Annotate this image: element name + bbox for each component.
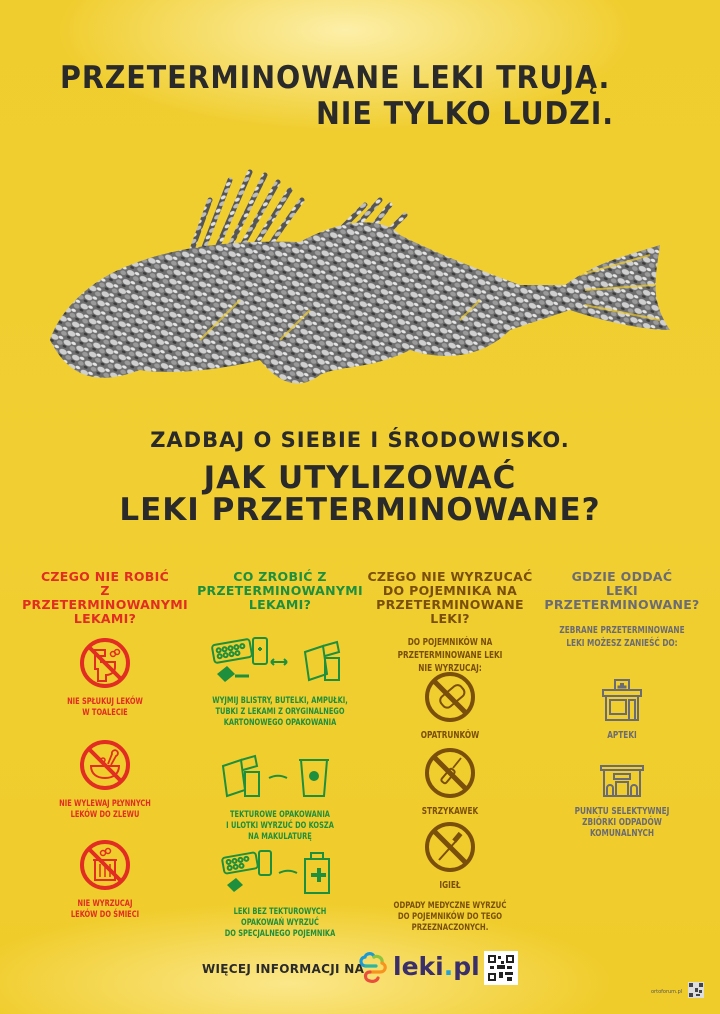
no-bandage-icon — [423, 670, 477, 724]
caption-line: ZBIÓRKI ODPADÓW — [582, 817, 662, 828]
column-not-in-container — [365, 570, 535, 950]
caption-line: NA MAKULATURĘ — [248, 832, 312, 842]
waste-collection-point-icon — [597, 760, 647, 800]
leki-pl-logo-text[interactable] — [393, 952, 480, 981]
caption-line: APTEKI — [607, 730, 637, 741]
intro-line: NIE WYRZUCAJ: — [418, 663, 482, 674]
caption-line: PUNKTU SELEKTYWNEJ — [574, 806, 670, 817]
list-item — [20, 838, 190, 921]
caption-line: IGIEŁ — [439, 880, 461, 891]
note-line: DO POJEMNIKÓW DO TEGO — [397, 912, 503, 922]
headline-line-1: PRZETERMINOWANE LEKI TRUJĄ. — [60, 60, 611, 96]
title-line: LEKAMI? — [248, 597, 312, 612]
caption-line: W TOALECIE — [82, 708, 128, 718]
title-line: DO POJEMNIKA NA — [382, 583, 518, 598]
title-line: LEKI — [605, 583, 639, 598]
intro-line: LEKI MOŻESZ ZANIEŚĆ DO: — [566, 638, 678, 649]
subheading-question-line-2: LEKI PRZETERMINOWANE? — [119, 492, 601, 528]
caption-line: NIE WYRZUCAJ — [77, 899, 133, 909]
column-title — [537, 570, 707, 612]
column-title — [195, 570, 365, 612]
list-item — [195, 632, 365, 729]
column-title — [365, 570, 535, 626]
more-info-label: WIĘCEJ INFORMACJI NA — [202, 962, 365, 976]
qr-code[interactable] — [484, 951, 518, 985]
logo-tld: pl — [453, 952, 480, 981]
column-dont — [20, 570, 190, 950]
list-item — [365, 820, 535, 934]
subheading-question — [0, 462, 720, 526]
small-qr-code[interactable] — [688, 982, 704, 998]
caption-line: TEKTUROWE OPAKOWANIA — [230, 810, 330, 820]
logo-dot: . — [443, 952, 454, 981]
title-line: PRZETERMINOWANYMI — [197, 583, 363, 598]
list-item — [365, 670, 535, 741]
no-syringe-icon — [423, 746, 477, 800]
caption-line: WYJMIJ BLISTRY, BUTELKI, AMPUŁKI, — [212, 696, 348, 706]
paper-recycling-icon — [215, 748, 345, 804]
intro-line: PRZETERMINOWANE LEKI — [397, 650, 503, 661]
caption-line: LEKI BEZ TEKTUROWYCH — [233, 907, 327, 917]
no-needle-icon — [423, 820, 477, 874]
title-line: PRZETERMINOWANE LEKI? — [376, 597, 524, 626]
list-item — [365, 746, 535, 817]
caption-line: LEKÓW DO ZLEWU — [70, 810, 140, 820]
unpack-medicine-icon — [205, 632, 355, 690]
leki-pl-logo-icon[interactable] — [358, 952, 388, 984]
credit-text: ortoforum.pl — [651, 989, 683, 995]
list-item — [195, 845, 365, 940]
title-line: PRZETERMINOWANE? — [544, 597, 700, 612]
title-line: GDZIE ODDAĆ — [571, 569, 673, 584]
medicine-container-icon — [215, 845, 345, 901]
pill-fish-illustration — [40, 160, 700, 400]
intro-line: DO POJEMNIKÓW NA — [407, 637, 493, 648]
caption-line: OPAKOWAŃ WYRZUĆ — [241, 918, 319, 928]
footer — [0, 950, 720, 990]
caption-line: KARTONOWEGO OPAKOWANIA — [223, 718, 337, 728]
column-intro — [549, 624, 695, 650]
headline-line-2: NIE TYLKO LUDZI. — [316, 96, 615, 132]
no-trash-icon — [78, 838, 132, 892]
caption-line: TUBKI Z LEKAMI Z ORYGINALNEGO — [215, 707, 345, 717]
subheading-question-line-1: JAK UTYLIZOWAĆ — [203, 460, 517, 496]
title-line: LEKAMI? — [73, 611, 137, 626]
caption-line: DO SPECJALNEGO POJEMNIKA — [224, 929, 336, 939]
caption-line: OPATRUNKÓW — [420, 730, 480, 741]
pharmacy-icon — [597, 674, 647, 724]
subheading-tagline: ZADBAJ O SIEBIE I ŚRODOWISKO. — [150, 428, 570, 452]
list-item — [537, 674, 707, 741]
caption-line: NIE WYLEWAJ PŁYNNYCH — [59, 799, 151, 809]
caption-line: I ULOTKI WYRZUĆ DO KOSZA — [226, 821, 334, 831]
logo-main: leki — [393, 952, 444, 981]
list-item — [20, 636, 190, 719]
no-sink-icon — [78, 738, 132, 792]
title-line: CZEGO NIE ROBIĆ — [40, 569, 170, 584]
title-line: Z PRZETERMINOWANYMI — [22, 583, 188, 612]
note-line: PRZEZNACZONYCH. — [411, 923, 489, 933]
list-item — [195, 748, 365, 843]
note-line: ODPADY MEDYCZNE WYRZUĆ — [393, 901, 507, 911]
caption-line: KOMUNALNYCH — [589, 828, 655, 839]
title-line: CZEGO NIE WYRZUCAĆ — [367, 569, 533, 584]
caption-line: LEKÓW DO ŚMIECI — [70, 910, 140, 920]
intro-line: ZEBRANE PRZETERMINOWANE — [559, 625, 685, 636]
column-where — [537, 570, 707, 950]
medical-waste-note — [377, 901, 523, 934]
caption-line: NIE SPŁUKUJ LEKÓW — [67, 697, 143, 707]
no-toilet-icon — [78, 636, 132, 690]
title-line: CO ZROBIĆ Z — [233, 569, 327, 584]
list-item — [20, 738, 190, 821]
column-title — [20, 570, 190, 626]
caption-line: STRZYKAWEK — [421, 806, 479, 817]
column-do — [195, 570, 365, 950]
list-item — [537, 760, 707, 839]
